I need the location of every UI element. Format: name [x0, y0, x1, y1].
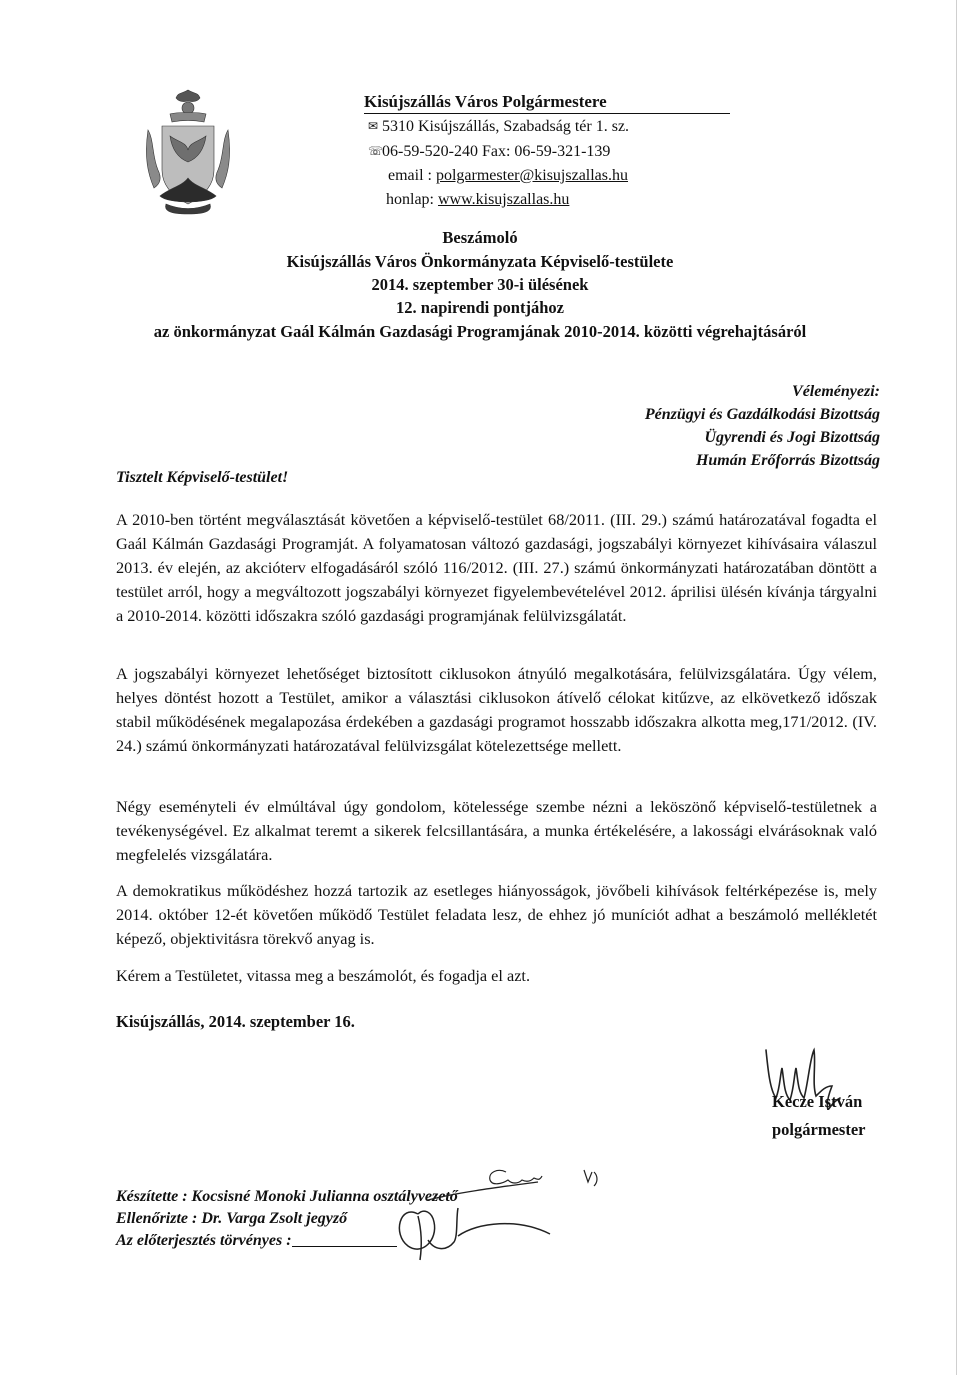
letterhead-web-line — [386, 188, 730, 212]
email-label: email : — [388, 167, 436, 184]
signer-name: Kecze István — [772, 1092, 863, 1111]
body-paragraph: A 2010-ben történt megválasztását követően a képviselő-testület 68/2011. (III. 29.) számú határozatával fogadta el Gaál Kálmán Gazdasági Programját. A folyamatosan változó gazdasági, jogszabályi környezet kihívásaira válaszul 2013. év elején, az akcióterv elfogadásáról szóló 116/2012. (III. 27.) számú önkormányzati határozatában döntött a testület arról, hogy a megváltozott jogszabályi környezet figyelembevételével 2012. áprilisi ülésén kívánja tárgyalni a 2010-2014. közötti időszakra szóló gazdasági programjának felülvizsgálatát. — [116, 510, 877, 625]
checked-by: Ellenőrizte : Dr. Varga Zsolt jegyző — [116, 1210, 348, 1227]
heading-agenda-item: 12. napirendi pontjához — [396, 298, 564, 317]
letterhead-phone-line — [364, 139, 730, 164]
report-title: Beszámoló — [442, 228, 518, 247]
web-label: honlap: — [386, 191, 438, 208]
envelope-icon: ✉ — [368, 119, 379, 133]
letterhead-address-line — [364, 114, 730, 139]
email-link[interactable]: polgarmester@kisujszallas.hu — [435, 167, 629, 184]
telephone-icon: ☏ — [368, 144, 384, 158]
prepared-by: Készítette : Kocsisné Monoki Julianna osztályvezető — [116, 1188, 458, 1205]
body-paragraph: Négy eseményteli év elmúltával úgy gondolom, kötelessége szembe nézni a leköszönő képviselő-testületnek a tevékenységével. Ez alkalmat teremt a sikerek felcsillantására, a munka értékelésére, a lakossági elvárásoknak való megfelelés vizsgálatára. — [116, 797, 877, 864]
scan-edge-line — [956, 0, 957, 1375]
body-paragraph: Kérem a Testületet, vitassa meg a beszámolót, és fogadja el azt. — [116, 966, 531, 985]
heading-body: Kisújszállás Város Önkormányzata Képviselő-testülete — [286, 252, 674, 271]
letterhead-title: Kisújszállás Város Polgármestere — [364, 92, 730, 114]
letterhead — [364, 92, 730, 212]
reviewers-label: Véleményezi: — [792, 383, 880, 400]
legality-blank — [292, 1232, 397, 1247]
document-date: Kisújszállás, 2014. szeptember 16. — [116, 1012, 355, 1031]
body-paragraph: A demokratikus működéshez hozzá tartozik az esetleges hiányosságok, jövőbeli kihívások feltérképezése is, mely 2014. október 12-ét követően működő Testület feladata lesz, de ehhez jó muníciót adhat a beszámoló mellékletét képező, objektivitásra törekvő anyag is. — [116, 881, 877, 948]
signer-role: polgármester — [772, 1120, 866, 1139]
letterhead-phone: 06-59-520-240 Fax: 06-59-321-139 — [382, 143, 611, 160]
letterhead-address: 5310 Kisújszállás, Szabadság tér 1. sz. — [382, 118, 630, 135]
letterhead-email-line — [388, 164, 730, 188]
website-link[interactable]: www.kisujszallas.hu — [438, 191, 570, 208]
reviewer-committee: Pénzügyi és Gazdálkodási Bizottság — [644, 406, 880, 423]
heading-session: 2014. szeptember 30-i ülésének — [371, 275, 589, 294]
body-paragraph: A jogszabályi környezet lehetőséget biztosított ciklusokon átnyúló megalkotására, felülvizsgálatára. Úgy vélem, helyes döntést hozott a Testület, amikor a választási ciklusokon átívelő célokat kitűzve, az elkövetkező időszak stabil működésének megalapozása érdekében a gazdasági programot hosszabb időszakra alkotta meg,171/2012. (IV. 24.) számú önkormányzati határozatával felülvizsgálat kötelezettsége mellett. — [116, 664, 877, 755]
legality-label: Az előterjesztés törvényes : — [116, 1232, 292, 1249]
reviewer-committee: Ügyrendi és Jogi Bizottság — [704, 429, 880, 446]
heading-subject: az önkormányzat Gaál Kálmán Gazdasági Programjának 2010-2014. közötti végrehajtásáról — [153, 322, 807, 341]
handwritten-initials — [388, 1160, 628, 1270]
reviewer-committee: Humán Erőforrás Bizottság — [695, 452, 880, 469]
reviewers-block — [645, 380, 880, 472]
salutation: Tisztelt Képviselő-testület! — [116, 469, 289, 486]
coat-of-arms-logo — [140, 86, 236, 218]
